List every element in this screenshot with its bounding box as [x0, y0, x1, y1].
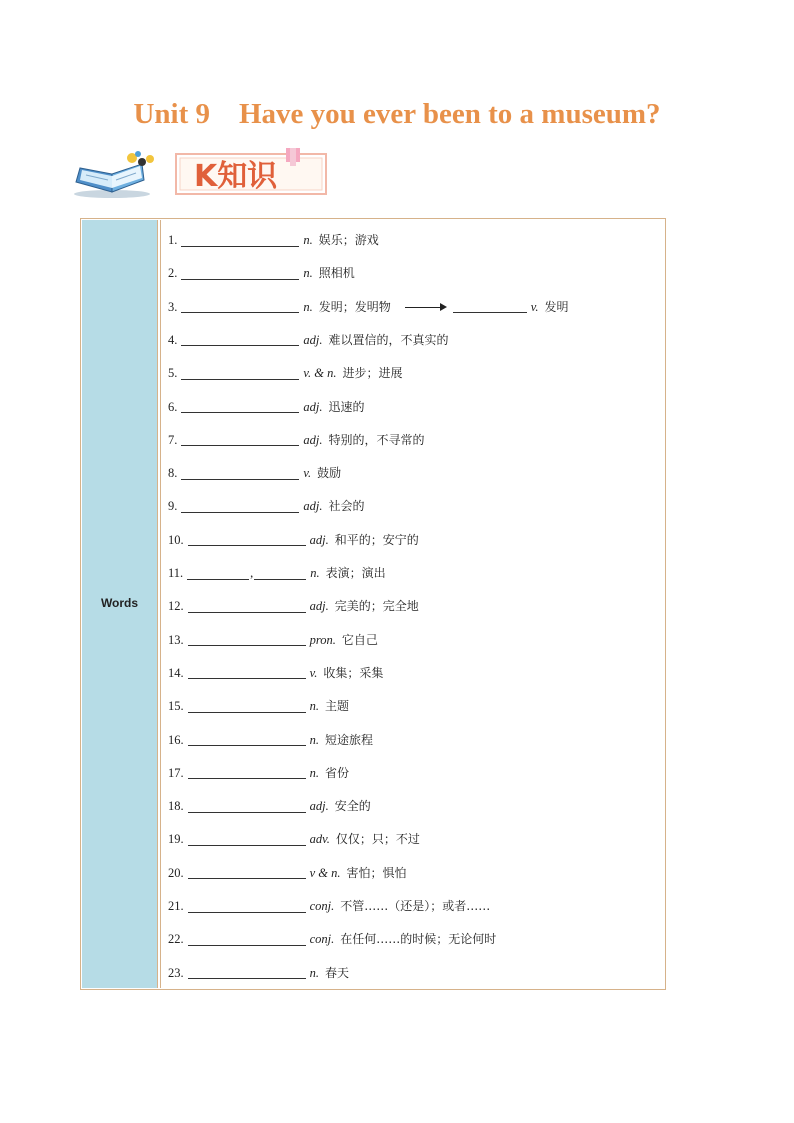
part-of-speech: adj. [303, 332, 323, 347]
answer-blank[interactable] [453, 300, 527, 313]
item-number: 21. [168, 899, 184, 913]
knowledge-banner [174, 148, 330, 198]
list-item [168, 929, 496, 949]
answer-blank[interactable] [188, 900, 306, 913]
part-of-speech: adj. [303, 432, 323, 447]
open-book-icon [72, 150, 162, 200]
list-item [168, 563, 386, 583]
answer-blank[interactable] [188, 800, 306, 813]
item-number: 23. [168, 965, 184, 980]
part-of-speech: v. [530, 299, 539, 314]
answer-blank[interactable] [188, 933, 306, 946]
part-of-speech: adj. [303, 399, 323, 414]
list-item [168, 297, 569, 317]
list-item [168, 530, 419, 550]
answer-blank[interactable] [181, 333, 299, 346]
list-item [168, 696, 349, 716]
words-label: Words [100, 596, 139, 610]
part-of-speech: pron. [309, 632, 336, 647]
part-of-speech: n. [303, 299, 313, 314]
answer-blank[interactable] [188, 600, 306, 613]
part-of-speech: n. [309, 965, 319, 980]
list-item [168, 796, 371, 816]
answer-blank[interactable] [188, 966, 306, 979]
item-number: 18. [168, 799, 184, 814]
answer-blank[interactable] [188, 666, 306, 679]
answer-blank[interactable] [188, 633, 306, 646]
answer-blank[interactable] [181, 433, 299, 446]
answer-blank[interactable] [254, 567, 306, 580]
part-of-speech: n. [309, 765, 319, 780]
item-number: 12. [168, 599, 184, 614]
meaning-text: 表演；演出 [325, 566, 386, 580]
part-of-speech: n. [303, 266, 313, 281]
item-number: 20. [168, 865, 184, 880]
list-item [168, 763, 349, 783]
list-item [168, 829, 420, 849]
part-of-speech: adj. [309, 532, 329, 547]
list-item [168, 363, 402, 383]
answer-blank[interactable] [181, 400, 299, 413]
meaning-text: 省份 [325, 765, 350, 780]
item-number: 7. [168, 432, 178, 447]
answer-blank[interactable] [188, 866, 306, 879]
item-number: 13. [168, 632, 184, 647]
item-number: 2. [168, 266, 178, 281]
item-number: 1. [168, 233, 178, 247]
item-number: 22. [168, 932, 184, 947]
list-item [168, 263, 355, 283]
part-of-speech: n. [303, 233, 313, 247]
list-item [168, 230, 379, 250]
item-number: 10. [168, 532, 184, 547]
meaning-text: 害怕；惧怕 [346, 865, 407, 880]
meaning-text: 迅速的 [328, 399, 365, 414]
answer-blank[interactable] [181, 267, 299, 280]
list-item [168, 463, 341, 483]
words-label-cell [82, 220, 158, 988]
meaning-text: 主题 [325, 699, 350, 714]
item-number: 17. [168, 765, 184, 780]
meaning-text: 仅仅；只；不过 [335, 832, 420, 847]
item-number: 5. [168, 366, 178, 381]
meaning-text: 完美的；完全地 [334, 599, 419, 614]
item-number: 15. [168, 699, 184, 714]
meaning-text: 发明 [544, 299, 569, 314]
part-of-speech: n. [309, 732, 319, 747]
part-of-speech: conj. [309, 899, 335, 913]
answer-blank[interactable] [181, 500, 299, 513]
meaning-text: 发明；发明物 [318, 299, 391, 314]
banner-text: K知识 [194, 159, 278, 194]
meaning-text: 进步；进展 [342, 366, 403, 381]
part-of-speech: v. [309, 665, 318, 680]
meaning-text: 春天 [325, 965, 350, 980]
part-of-speech: conj. [309, 932, 335, 947]
meaning-text: 照相机 [318, 266, 355, 281]
list-item [168, 596, 419, 616]
item-number: 8. [168, 466, 178, 481]
meaning-text: 难以置信的，不真实的 [328, 332, 449, 347]
item-number: 6. [168, 399, 178, 414]
meaning-text: 特别的，不寻常的 [328, 432, 425, 447]
list-item [168, 397, 365, 417]
answer-blank[interactable] [181, 367, 299, 380]
meaning-text: 社会的 [328, 499, 365, 514]
part-of-speech: n. [309, 699, 319, 714]
answer-blank[interactable] [188, 833, 306, 846]
item-number: 4. [168, 332, 178, 347]
item-number: 16. [168, 732, 184, 747]
part-of-speech: v & n. [309, 865, 341, 880]
answer-blank[interactable] [187, 567, 249, 580]
part-of-speech: adj. [309, 599, 329, 614]
meaning-text: 安全的 [334, 799, 371, 814]
item-number: 11. [168, 566, 184, 580]
list-item [168, 496, 365, 516]
part-of-speech: adj. [309, 799, 329, 814]
answer-blank[interactable] [181, 467, 299, 480]
item-number: 14. [168, 665, 184, 680]
answer-blank[interactable] [188, 700, 306, 713]
part-of-speech: n. [310, 566, 320, 580]
answer-blank[interactable] [181, 234, 299, 247]
item-number: 19. [168, 832, 184, 847]
comma-separator: , [250, 566, 254, 580]
meaning-text: 它自己 [341, 632, 378, 647]
list-item [168, 863, 407, 883]
answer-blank[interactable] [188, 733, 306, 746]
meaning-text: 不管……（还是）；或者…… [340, 899, 491, 913]
list-item [168, 663, 383, 683]
part-of-speech: v. & n. [303, 366, 337, 381]
answer-blank[interactable] [188, 533, 306, 546]
part-of-speech: adj. [303, 499, 323, 514]
list-item [168, 896, 490, 916]
item-number: 9. [168, 499, 178, 514]
list-item [168, 430, 425, 450]
meaning-text: 鼓励 [317, 466, 342, 481]
meaning-text: 收集；采集 [323, 665, 384, 680]
answer-blank[interactable] [188, 766, 306, 779]
answer-blank[interactable] [181, 300, 299, 313]
arrow-right-icon [405, 302, 447, 312]
item-number: 3. [168, 299, 178, 314]
meaning-text: 在任何……的时候；无论何时 [340, 932, 497, 947]
part-of-speech: v. [303, 466, 312, 481]
list-item [168, 963, 349, 983]
meaning-text: 娱乐；游戏 [318, 233, 379, 247]
page-title: Unit 9 Have you ever been to a museum? [133, 98, 661, 130]
part-of-speech: adv. [309, 832, 330, 847]
list-item [168, 630, 378, 650]
meaning-text: 短途旅程 [325, 732, 374, 747]
list-item [168, 330, 449, 350]
meaning-text: 和平的；安宁的 [334, 532, 419, 547]
list-item [168, 730, 373, 750]
